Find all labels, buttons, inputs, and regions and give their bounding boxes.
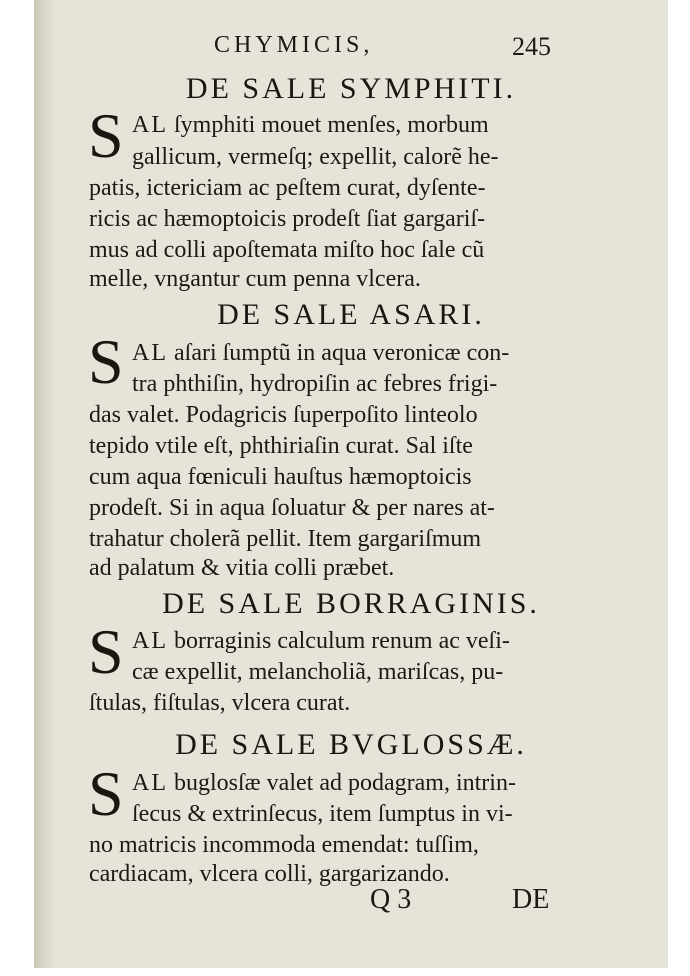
text-line: mus ad colli apoſtemata miſto hoc ſale cũ bbox=[89, 237, 485, 263]
page-number: 245 bbox=[512, 32, 551, 61]
section-heading: DE SALE ASARI. bbox=[217, 298, 485, 331]
text-line: no matricis incommoda emendat: tuſſim, bbox=[89, 832, 479, 858]
page-gutter bbox=[34, 0, 56, 968]
text-line: prodeſt. Si in aqua ſoluatur & per nares at- bbox=[89, 495, 495, 521]
text-line: ſtulas, fiſtulas, vlcera curat. bbox=[89, 690, 351, 716]
book-page bbox=[34, 0, 668, 968]
text-line: AL borraginis calculum renum ac veſi- bbox=[132, 628, 510, 654]
text-line: ad palatum & vitia colli præbet. bbox=[89, 555, 395, 581]
drop-cap-initial: S bbox=[88, 100, 124, 171]
text-line: AL buglosſæ valet ad podagram, intrin- bbox=[132, 770, 516, 796]
text-line: AL ſymphiti mouet menſes, morbum bbox=[132, 112, 489, 138]
text-line: tepido vtile eſt, phthiriaſin curat. Sal iſte bbox=[89, 433, 473, 459]
text-line: melle, vngantur cum penna vlcera. bbox=[89, 266, 421, 292]
text-line: AL aſari ſumptũ in aqua veronicæ con- bbox=[132, 340, 510, 366]
text-line: cardiacam, vlcera colli, gargarizando. bbox=[89, 861, 450, 887]
section-heading: DE SALE SYMPHITI. bbox=[185, 72, 517, 105]
text-line: trahatur cholerã pellit. Item gargariſmum bbox=[89, 526, 482, 552]
section-heading: DE SALE BVGLOSSÆ. bbox=[175, 728, 527, 761]
text-line: ſecus & extrinſecus, item ſumptus in vi- bbox=[132, 801, 513, 827]
text-line: tra phthiſin, hydropiſin ac febres frigi- bbox=[132, 371, 498, 397]
text-line: das valet. Podagricis ſuperpoſito linteolo bbox=[89, 402, 478, 428]
catchword: DE bbox=[512, 884, 550, 915]
drop-cap-initial: S bbox=[88, 326, 124, 397]
lead-letters: AL bbox=[132, 770, 168, 796]
drop-cap-initial: S bbox=[88, 758, 124, 829]
text-line: cum aqua fœniculi hauſtus hæmoptoicis bbox=[89, 464, 472, 490]
drop-cap-initial: S bbox=[88, 616, 124, 687]
text-line: gallicum, vermeſq; expellit, calorẽ he- bbox=[132, 144, 499, 170]
lead-letters: AL bbox=[132, 340, 168, 366]
section-heading: DE SALE BORRAGINIS. bbox=[162, 587, 540, 620]
signature-mark: Q 3 bbox=[370, 884, 412, 915]
running-head bbox=[34, 32, 668, 68]
lead-letters: AL bbox=[132, 112, 168, 138]
lead-letters: AL bbox=[132, 628, 168, 654]
running-head-title: CHYMICIS, bbox=[214, 32, 374, 58]
text-line: cæ expellit, melancholiã, mariſcas, pu- bbox=[132, 659, 504, 685]
text-line: patis, ictericiam ac peſtem curat, dyſente- bbox=[89, 175, 486, 201]
text-line: ricis ac hæmoptoicis prodeſt ſiat gargariſ- bbox=[89, 206, 486, 232]
